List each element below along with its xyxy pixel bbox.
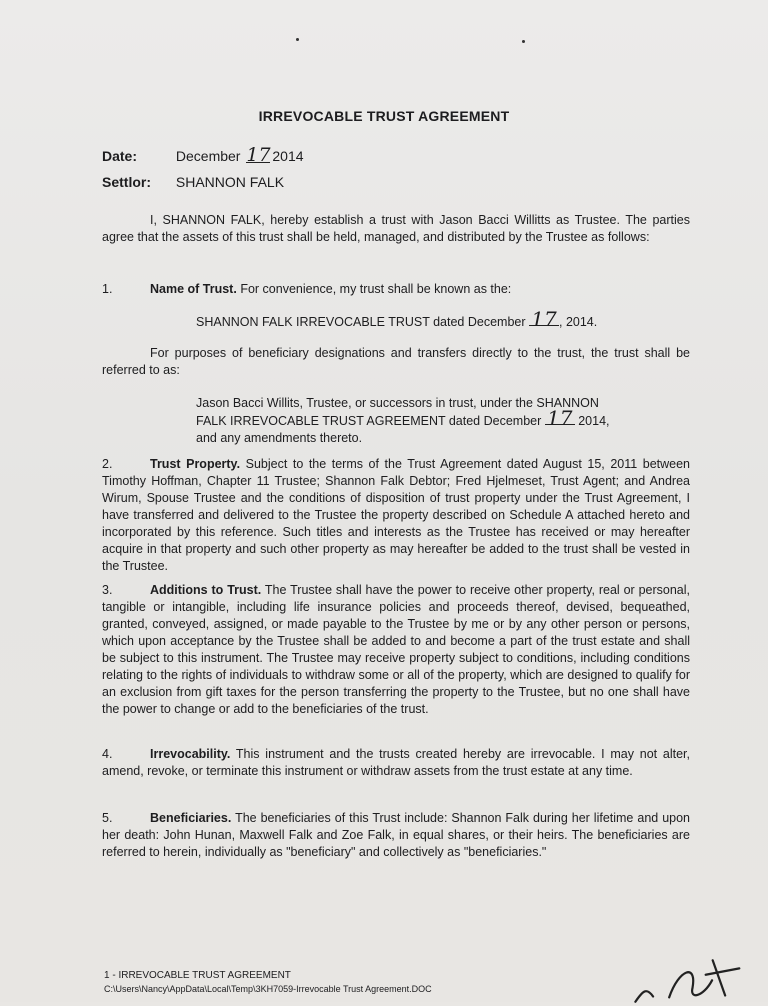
date-row — [102, 144, 304, 166]
trustee-reference-line-3: and any amendments thereto. — [196, 431, 363, 445]
trust-name-line — [196, 307, 598, 331]
section-2-text: Subject to the terms of the Trust Agreement dated August 15, 2011 between Timothy Hoffman, Chapter 11 Trustee; Shannon Falk Debtor; Fred Hjelmeset, Trust Agent; and Andrea Wirum, Spouse Trustee and the conditions of disposition of trust property under the Trust Agreement, I have transferred and delivered to the Trustee the property described on Schedule A attached hereto and incorporated by this reference. Such titles and interests as the Trustee has received or may hereafter acquire in that property and such other property as may hereafter be added to the trust shall be vested in the Trustee. — [102, 457, 691, 573]
section-1 — [102, 281, 690, 298]
section-3-heading: Additions to Trust. — [150, 583, 262, 597]
trustee-reference-line-2-prefix: FALK IRREVOCABLE TRUST AGREEMENT dated December — [196, 414, 542, 428]
speck — [296, 38, 299, 41]
section-2-heading: Trust Property. — [150, 457, 241, 471]
date-label: Date: — [102, 148, 138, 164]
section-4-heading: Irrevocability. — [150, 747, 231, 761]
handwritten-initials-mark — [627, 954, 750, 1006]
trust-name-suffix: , 2014. — [559, 315, 598, 329]
section-4-number: 4. — [102, 747, 113, 761]
settlor-row — [102, 174, 284, 190]
trustee-reference-block — [196, 395, 656, 447]
section-3-text: The Trustee shall have the power to receive other property, real or personal, tangible or intangible, including life insurance policies and proceeds thereof, devised, bequeathed, granted, conveyed, assigned, or made payable to the Trustee by me or by any other person or persons, which upon acceptance by the Trustee shall be added to and become a part of the trust estate and shall be subject to this instrument. The Trustee may receive property subject to conditions, including conditions relating to the rights of individuals to withdraw some or all of the property, which are designed to qualify for an exclusion from gift taxes for the person transferring the property to the Trustee, but no one shall have the power to change or add to the beneficiaries of the trust. — [102, 583, 690, 716]
section-1-purpose: For purposes of beneficiary designations and transfers directly to the trust, the trust shall be referred to as: — [102, 346, 690, 377]
section-5-text: The beneficiaries of this Trust include: Shannon Falk during her lifetime and upon her death: John Hunan, Maxwell Falk and Zoe Falk, in equal shares, or their heirs. The beneficiaries are referred to herein, individually as "beneficiary" and collectively as "beneficiaries." — [102, 811, 691, 859]
section-3 — [102, 582, 690, 718]
trust-name-prefix: SHANNON FALK IRREVOCABLE TRUST dated December — [196, 315, 526, 329]
trustee-reference-line-2 — [196, 406, 656, 430]
speck — [522, 40, 525, 43]
section-4 — [102, 746, 690, 780]
date-month: December — [175, 148, 241, 164]
intro-paragraph: I, SHANNON FALK, hereby establish a trust with Jason Bacci Willitts as Trustee. The parties agree that the assets of this trust shall be held, managed, and distributed by the Trustee as follows: — [102, 213, 690, 244]
section-5-number: 5. — [102, 811, 113, 825]
section-2-number: 2. — [102, 457, 113, 471]
document-title: IRREVOCABLE TRUST AGREEMENT — [258, 108, 510, 124]
settlor-label: Settlor: — [102, 174, 151, 190]
settlor-name: SHANNON FALK — [175, 174, 285, 190]
section-5 — [102, 810, 690, 861]
section-1-heading: Name of Trust. — [150, 282, 237, 296]
section-3-number: 3. — [102, 583, 113, 597]
footer-page-label: 1 - IRREVOCABLE TRUST AGREEMENT — [104, 970, 291, 981]
date-day-handwritten: 17 — [246, 144, 271, 166]
section-4-text: This instrument and the trusts created hereby are irrevocable. I may not alter, amend, revoke, or terminate this instrument or withdraw assets from the trust estate at any time. — [102, 747, 691, 778]
section-1-text: For convenience, my trust shall be known as the: — [240, 282, 512, 296]
trustee-reference-line-1: Jason Bacci Willits, Trustee, or successors in trust, under the SHANNON — [196, 396, 599, 410]
section-5-heading: Beneficiaries. — [150, 811, 232, 825]
section-2 — [102, 456, 690, 575]
date-year: 2014 — [272, 148, 304, 164]
section-1-number: 1. — [102, 282, 113, 296]
trustee-reference-day-handwritten: 17 — [545, 412, 575, 425]
trust-name-day-handwritten: 17 — [529, 313, 559, 326]
footer-file-path: C:\Users\Nancy\AppData\Local\Temp\3KH7059-Irrevocable Trust Agreement.DOC — [104, 984, 432, 994]
trustee-reference-line-2-suffix: 2014, — [578, 414, 610, 428]
